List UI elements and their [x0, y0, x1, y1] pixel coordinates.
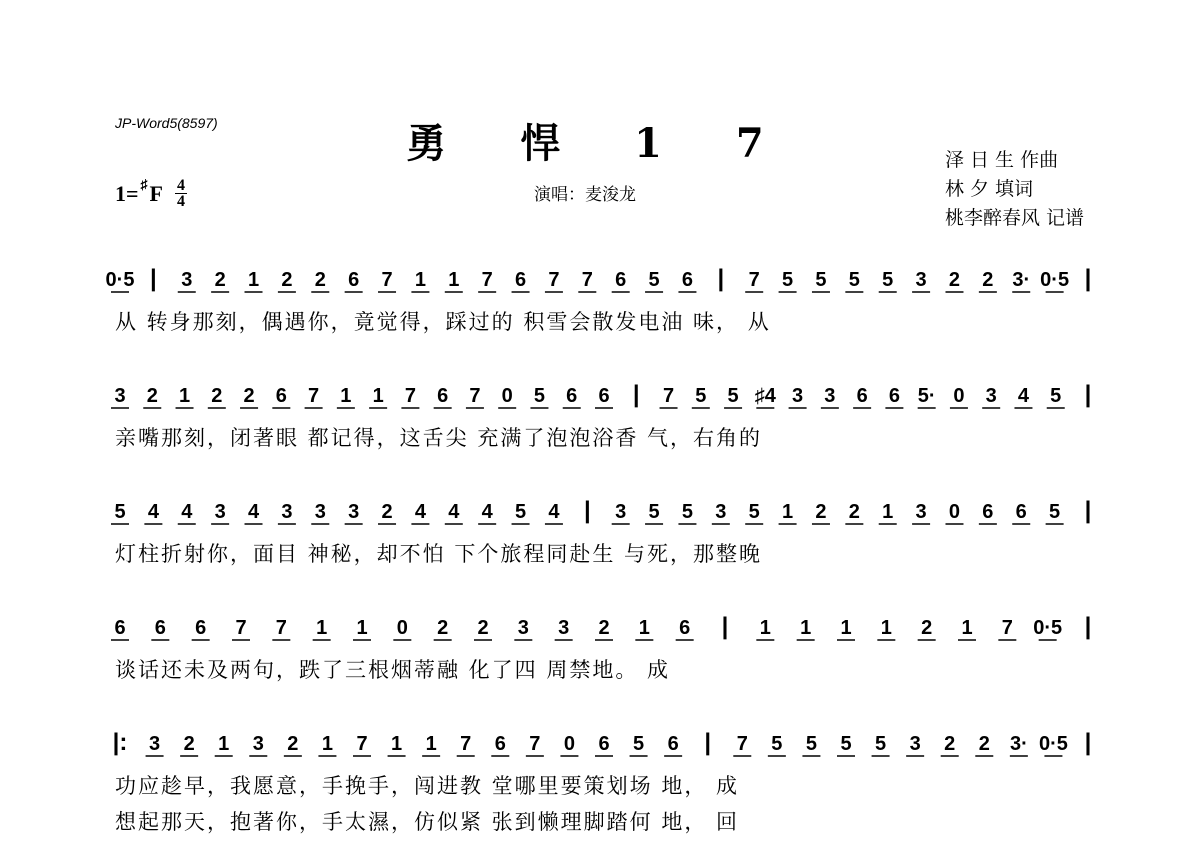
- note: 3: [281, 501, 293, 523]
- note: 2: [183, 733, 195, 755]
- note: 1: [372, 385, 384, 407]
- note: 6: [598, 385, 610, 407]
- note: 5: [848, 269, 860, 291]
- note: 1: [356, 617, 368, 639]
- note: 0·5: [1033, 617, 1063, 639]
- key-note: F: [149, 180, 163, 206]
- barline: |: [717, 265, 725, 292]
- notation-svg: [0, 726, 1200, 776]
- note: 6: [667, 733, 679, 755]
- note: 5: [533, 385, 546, 407]
- note: 1: [178, 385, 191, 407]
- note: 2: [598, 617, 610, 639]
- note: 2: [281, 269, 293, 291]
- barline: |: [150, 265, 157, 292]
- note: 1: [425, 733, 437, 755]
- lyric-line-4: 谈话还未及两句，跌了三根烟蒂融 化了四 周禁地。 成: [115, 658, 671, 682]
- note: 7: [460, 733, 472, 755]
- key-prefix: 1=: [115, 180, 139, 206]
- note: 6: [275, 385, 287, 407]
- note: 3: [715, 501, 727, 523]
- note: 7: [481, 269, 493, 291]
- note: 7: [381, 269, 393, 291]
- note: 3·: [1009, 733, 1028, 755]
- note: 3: [149, 733, 161, 755]
- note: 7: [1001, 617, 1013, 639]
- note: 2: [815, 501, 827, 523]
- note: 3·: [1012, 269, 1031, 291]
- note: 5: [514, 501, 527, 523]
- note: 7: [356, 733, 368, 755]
- note: 3: [985, 385, 997, 407]
- note: 5·: [917, 385, 936, 407]
- software-label: JP-Word5(8597): [115, 115, 218, 131]
- note: 5: [695, 385, 707, 407]
- note: 0·5: [1040, 269, 1070, 291]
- barline: |: [721, 613, 729, 640]
- note: 1: [882, 501, 894, 523]
- note: 2: [211, 385, 223, 407]
- note: 0·5: [105, 269, 135, 291]
- note: 6: [494, 733, 506, 755]
- lyric-line-2: 亲嘴那刻，闭著眼 都记得，这舌尖 充满了泡泡浴香 气，右角的: [115, 426, 763, 450]
- note: 7: [529, 733, 541, 755]
- note: 1: [759, 617, 771, 639]
- barline: |: [632, 381, 640, 408]
- note: 6: [856, 385, 868, 407]
- note: 5: [782, 269, 794, 291]
- notation-line-2: [0, 378, 1200, 428]
- note: 1: [321, 733, 333, 755]
- note: 6: [1015, 501, 1027, 523]
- note: 1: [782, 501, 794, 523]
- note: 7: [736, 733, 748, 755]
- note: 1: [218, 733, 230, 755]
- note: 5: [805, 733, 817, 755]
- note: 3: [915, 269, 927, 291]
- note: 6: [154, 617, 166, 639]
- note: 1: [316, 617, 328, 639]
- note: 2: [944, 733, 956, 755]
- note: 0: [501, 385, 513, 407]
- transcriber-credit: 桃李醉春风 记谱: [944, 207, 1084, 229]
- note: 6: [681, 269, 694, 291]
- note: 6: [114, 617, 126, 639]
- note: 3: [114, 385, 126, 407]
- note: 4: [548, 501, 560, 523]
- note: 2: [314, 269, 326, 291]
- notation-line-5: [0, 726, 1200, 776]
- note: 2: [214, 269, 226, 291]
- note: 4: [1017, 385, 1030, 407]
- notation-line-4: [0, 610, 1200, 660]
- note: 3: [915, 501, 927, 523]
- note: 5: [771, 733, 783, 755]
- note: 5: [815, 269, 827, 291]
- note: 1: [961, 617, 973, 639]
- note: 6: [437, 385, 449, 407]
- note: 3: [909, 733, 921, 755]
- note: 1: [840, 617, 852, 639]
- note: 1: [247, 269, 260, 291]
- note: 1: [391, 733, 403, 755]
- barline: |: [1084, 497, 1092, 524]
- barline: |: [1084, 381, 1092, 408]
- note: 6: [348, 269, 360, 291]
- note: 6: [514, 269, 527, 291]
- barline: |: [704, 729, 712, 756]
- note: 2: [243, 385, 255, 407]
- note: 2: [477, 617, 489, 639]
- credits: [945, 146, 1084, 233]
- note: 4: [414, 501, 426, 523]
- note: 7: [548, 269, 560, 291]
- note: 2: [982, 269, 994, 291]
- note: 7: [404, 385, 416, 407]
- notation-line-1: [0, 262, 1200, 312]
- note: 5: [875, 733, 887, 755]
- barline: |: [1084, 729, 1092, 756]
- note: 3: [517, 617, 529, 639]
- note: 7: [275, 617, 287, 639]
- barline: |: [1084, 265, 1092, 292]
- key-sharp: ♯: [140, 177, 148, 193]
- note: 3: [558, 617, 570, 639]
- note: 4: [481, 501, 493, 523]
- notation-svg: [0, 610, 1200, 660]
- note: 2: [978, 733, 990, 755]
- note: 3: [252, 733, 264, 755]
- note: 6: [195, 617, 207, 639]
- note: 5: [681, 501, 694, 523]
- barline: |: [1084, 613, 1092, 640]
- note: 4: [247, 501, 260, 523]
- note: 2: [381, 501, 393, 523]
- note: 0: [948, 501, 961, 523]
- note: 7: [469, 385, 481, 407]
- note: 1: [880, 617, 892, 639]
- note: 4: [181, 501, 193, 523]
- song-title: 勇 悍 1 7: [406, 120, 794, 167]
- notation-line-3: [0, 494, 1200, 544]
- notation-svg: [0, 494, 1200, 544]
- note: 6: [679, 617, 691, 639]
- note: 2: [848, 501, 860, 523]
- note: 7: [308, 385, 320, 407]
- note: 7: [581, 269, 593, 291]
- lyric-line-5-verse-2: 想起那天，抱著你，手太濕，仿似紧 张到懒理脚踏何 地， 回: [115, 810, 740, 834]
- note: 3: [792, 385, 804, 407]
- note: 2: [437, 617, 449, 639]
- note: 0: [396, 617, 408, 639]
- note: 2: [921, 617, 933, 639]
- notation-svg: [0, 262, 1200, 312]
- barline: |: [583, 497, 591, 524]
- note: 0: [953, 385, 965, 407]
- key-signature: [115, 178, 187, 209]
- note: 5: [1050, 385, 1062, 407]
- notation-svg: [0, 378, 1200, 428]
- lyric-line-5: 功应趁早，我愿意，手挽手，闯进教 堂哪里要策划场 地， 成: [115, 774, 740, 798]
- note: 1: [414, 269, 426, 291]
- note: 5: [1049, 501, 1061, 523]
- singer-credit: 演唱：麦浚龙: [534, 185, 636, 205]
- note: 2: [146, 385, 158, 407]
- note: 5: [727, 385, 739, 407]
- note: 7: [748, 269, 760, 291]
- meter-bottom: 4: [177, 193, 185, 210]
- note: 2: [287, 733, 299, 755]
- note: 5: [840, 733, 852, 755]
- lyric-line-3: 灯柱折射你，面目 神秘，却不怕 下个旅程同赴生 与死，那整晚: [115, 542, 763, 566]
- note: 3: [615, 501, 627, 523]
- note: 6: [566, 385, 578, 407]
- composer-credit: 泽 日 生 作曲: [944, 149, 1059, 171]
- lyricist-credit: 林 夕 填词: [944, 178, 1034, 200]
- note: 1: [340, 385, 352, 407]
- note: 1: [800, 617, 812, 639]
- note: 1: [448, 269, 460, 291]
- note: 7: [662, 385, 675, 407]
- note: 2: [948, 269, 961, 291]
- lyric-line-1: 从 转身那刻，偶遇你，竟觉得，踩过的 积雪会散发电油 味， 从: [115, 310, 771, 334]
- note: 3: [314, 501, 326, 523]
- note: 3: [824, 385, 836, 407]
- note: 5: [648, 269, 660, 291]
- note: 6: [888, 385, 900, 407]
- note: 4: [448, 501, 460, 523]
- note: 5: [648, 501, 660, 523]
- note: 5: [633, 733, 645, 755]
- note: 3: [181, 269, 193, 291]
- note: 4: [147, 501, 159, 523]
- note: 6: [598, 733, 610, 755]
- note: 0·5: [1038, 733, 1068, 755]
- note: 5: [114, 501, 126, 523]
- time-signature: [175, 178, 187, 209]
- note: 6: [982, 501, 994, 523]
- note: ♯4: [754, 385, 776, 407]
- meter-top: 4: [177, 177, 185, 194]
- note: 1: [638, 617, 650, 639]
- note: 3: [348, 501, 360, 523]
- note: 0: [563, 733, 575, 755]
- note: 5: [748, 501, 760, 523]
- note: 3: [214, 501, 226, 523]
- barline: |:: [112, 729, 128, 756]
- note: 6: [615, 269, 627, 291]
- note: 7: [235, 617, 247, 639]
- note: 5: [882, 269, 894, 291]
